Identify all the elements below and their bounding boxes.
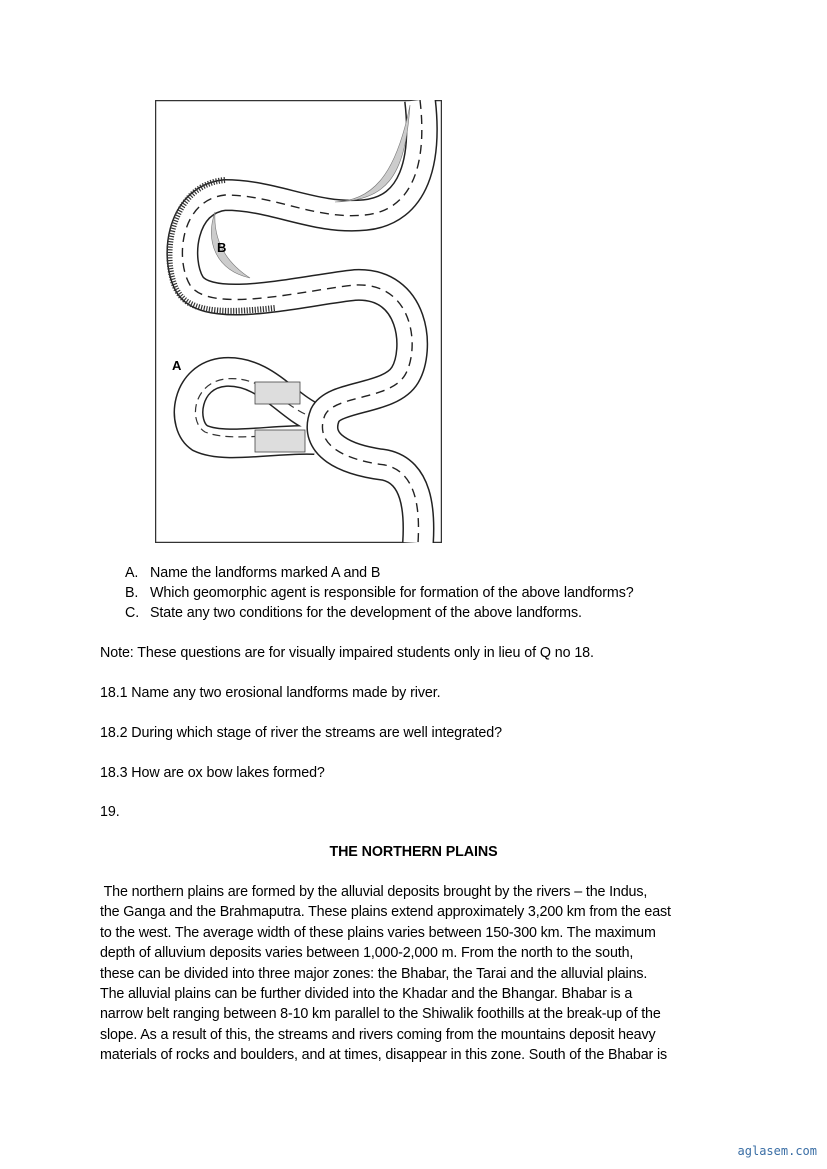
paragraph-line: to the west. The average width of these plains varies between 150-300 km. The maximum — [100, 924, 656, 941]
section-title: THE NORTHERN PLAINS — [329, 844, 498, 860]
note: Note: These questions are for visually impaired students only in lieu of Q no 18. — [100, 645, 594, 661]
question-18-3: 18.3 How are ox bow lakes formed? — [100, 765, 325, 781]
question-18-1: 18.1 Name any two erosional landforms made by river. — [100, 685, 441, 701]
paragraph-line: The northern plains are formed by the alluvial deposits brought by the rivers – the Indus, — [100, 884, 648, 900]
question-19: 19. — [100, 804, 120, 820]
question-a: A. Name the landforms marked A and B — [125, 565, 381, 581]
paragraph-line: the Ganga and the Brahmaputra. These plains extend approximately 3,200 km from the east — [100, 904, 671, 921]
label-b: B — [217, 240, 227, 255]
paragraph-line: narrow belt ranging between 8-10 km parallel to the Shiwalik foothills at the break-up of the — [100, 1006, 661, 1023]
paragraph-line: slope. As a result of this, the streams and rivers coming from the mountains deposit heavy — [100, 1026, 656, 1043]
paragraph-line: depth of alluvium deposits varies between 1,000-2,000 m. From the north to the south, — [100, 945, 634, 962]
question-c: C. State any two conditions for the development of the above landforms. — [125, 605, 582, 621]
paragraph — [100, 882, 740, 1066]
meander-diagram — [155, 100, 442, 543]
label-a: A — [172, 358, 182, 373]
footer-watermark: aglasem.com — [737, 1144, 817, 1158]
question-b: B. Which geomorphic agent is responsible for formation of the above landforms? — [125, 585, 634, 601]
paragraph-line: these can be divided into three major zones: the Bhabar, the Tarai and the alluvial plains. — [100, 965, 648, 982]
paragraph-line: The alluvial plains can be further divided into the Khadar and the Bhangar. Bhabar is a — [100, 986, 633, 1003]
question-18-2: 18.2 During which stage of river the streams are well integrated? — [100, 725, 502, 741]
paragraph-line: materials of rocks and boulders, and at times, disappear in this zone. South of the Bhabar is — [100, 1047, 667, 1064]
